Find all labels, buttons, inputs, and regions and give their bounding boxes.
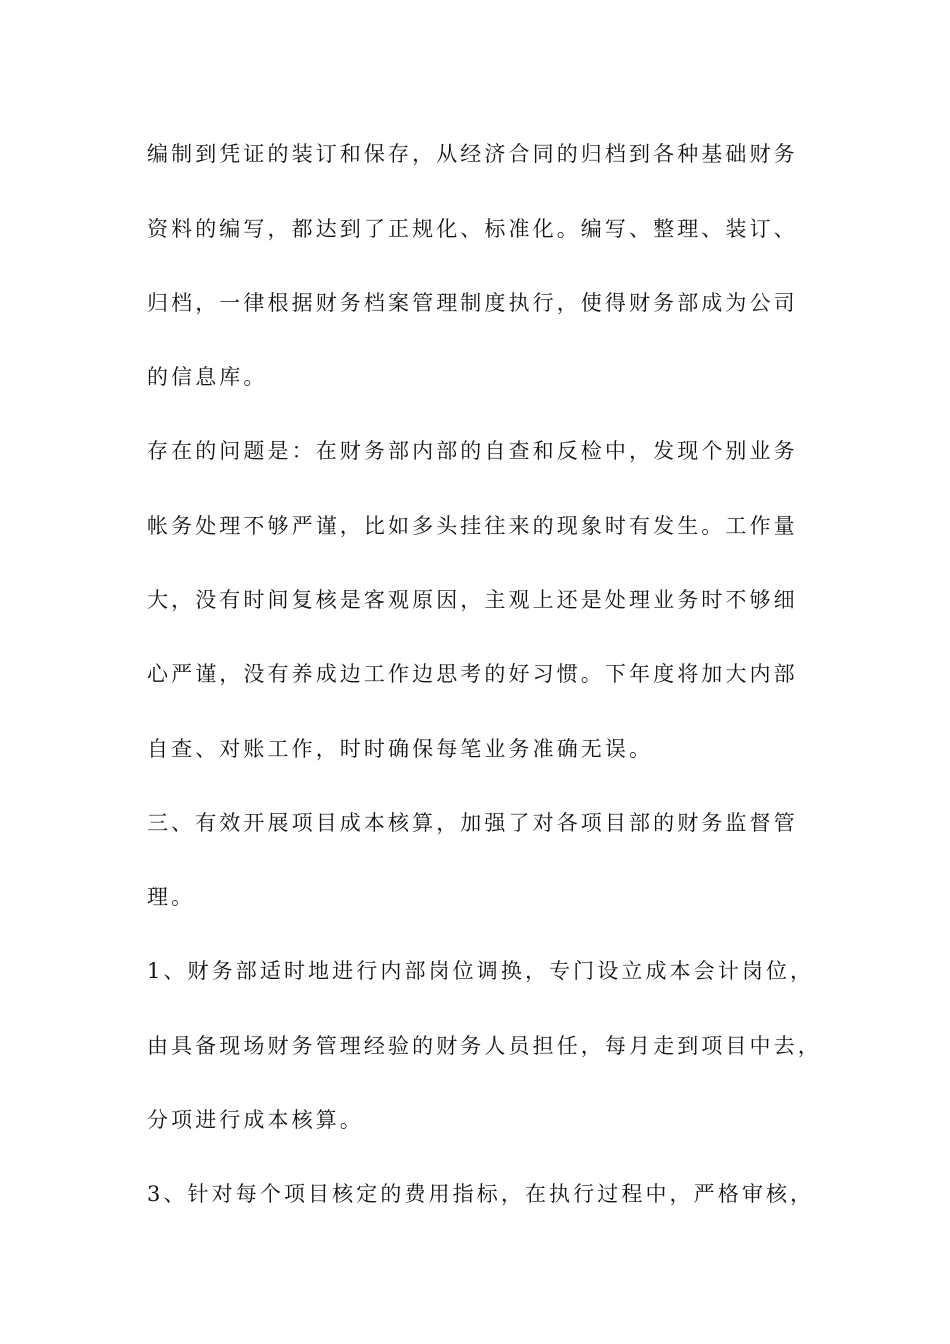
text-line: 的信息库。 — [147, 365, 268, 389]
text-line: 大，没有时间复核是客观原因，主观上还是处理业务时不够细 — [147, 588, 798, 612]
text-line: 帐务处理不够严谨，比如多头挂往来的现象时有发生。工作量 — [147, 514, 798, 538]
text-line: 理。 — [147, 885, 196, 909]
text-line: 三、有效开展项目成本核算，加强了对各项目部的财务监督管 — [147, 811, 798, 835]
text-line: 资料的编写，都达到了正规化、标准化。编写、整理、装订、 — [147, 217, 798, 241]
text-line: 归档，一律根据财务档案管理制度执行，使得财务部成为公司 — [147, 291, 798, 315]
text-line: 存在的问题是：在财务部内部的自查和反检中，发现个别业务 — [147, 439, 798, 463]
text-line: 3、针对每个项目核定的费用指标，在执行过程中，严格审核， — [147, 1182, 815, 1206]
text-line: 自查、对账工作，时时确保每笔业务准确无误。 — [147, 737, 654, 761]
text-line: 心严谨，没有养成边工作边思考的好习惯。下年度将加大内部 — [147, 662, 798, 686]
text-line: 编制到凭证的装订和保存，从经济合同的归档到各种基础财务 — [147, 142, 798, 166]
text-line: 由具备现场财务管理经验的财务人员担任，每月走到项目中去， — [147, 1034, 822, 1058]
text-line: 1、财务部适时地进行内部岗位调换，专门设立成本会计岗位， — [147, 959, 815, 983]
text-line: 分项进行成本核算。 — [147, 1108, 364, 1132]
